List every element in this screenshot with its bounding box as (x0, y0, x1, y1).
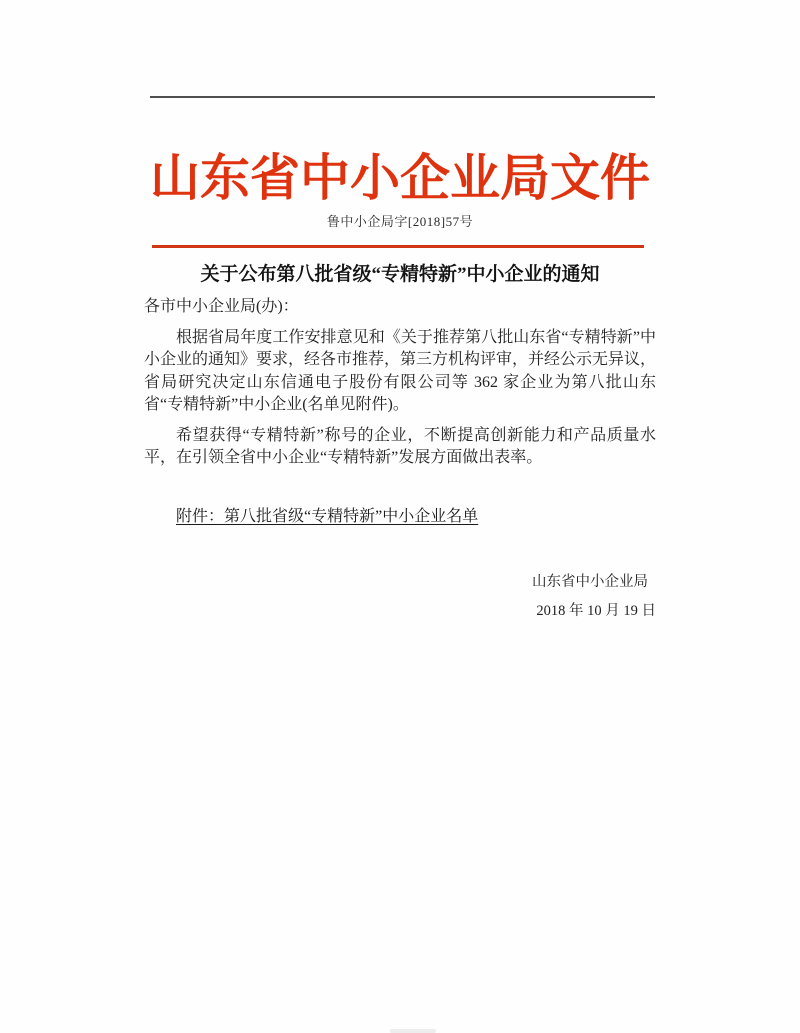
attachment-line (144, 506, 656, 529)
attachment-link[interactable]: 附件：第八批省级“专精特新”中小企业名单 (176, 507, 479, 525)
top-gray-divider (150, 96, 655, 98)
agency-header: 山东省中小企业局文件 (150, 150, 650, 206)
signoff-block (144, 572, 656, 621)
issue-date: 2018 年 10 月 19 日 (536, 603, 656, 619)
salutation: 各市中小企业局(办)： (144, 298, 299, 315)
red-header-divider (152, 245, 644, 248)
document-body (144, 296, 656, 621)
document-title: 关于公布第八批省级“专精特新”中小企业的通知 (200, 264, 600, 285)
document-number: 鲁中小企局字[2018]57号 (326, 214, 474, 229)
body-paragraph-2: 希望获得“专精特新”称号的企业，不断提高创新能力和产品质量水平，在引领全省中小企业“专精特新”发展方面做出表率。 (144, 426, 656, 466)
body-paragraph-1: 根据省局年度工作安排意见和《关于推荐第八批山东省“专精特新”中小企业的通知》要求，经各市推荐，第三方机构评审，并经公示无异议，省局研究决定山东信通电子股份有限公司等 362 家企业为第八批山东省“专精特新”中小企业(名单见附件)。 (144, 328, 657, 413)
page-footer-artifact (390, 1029, 436, 1033)
issuing-agency-signature: 山东省中小企业局 (532, 574, 648, 590)
